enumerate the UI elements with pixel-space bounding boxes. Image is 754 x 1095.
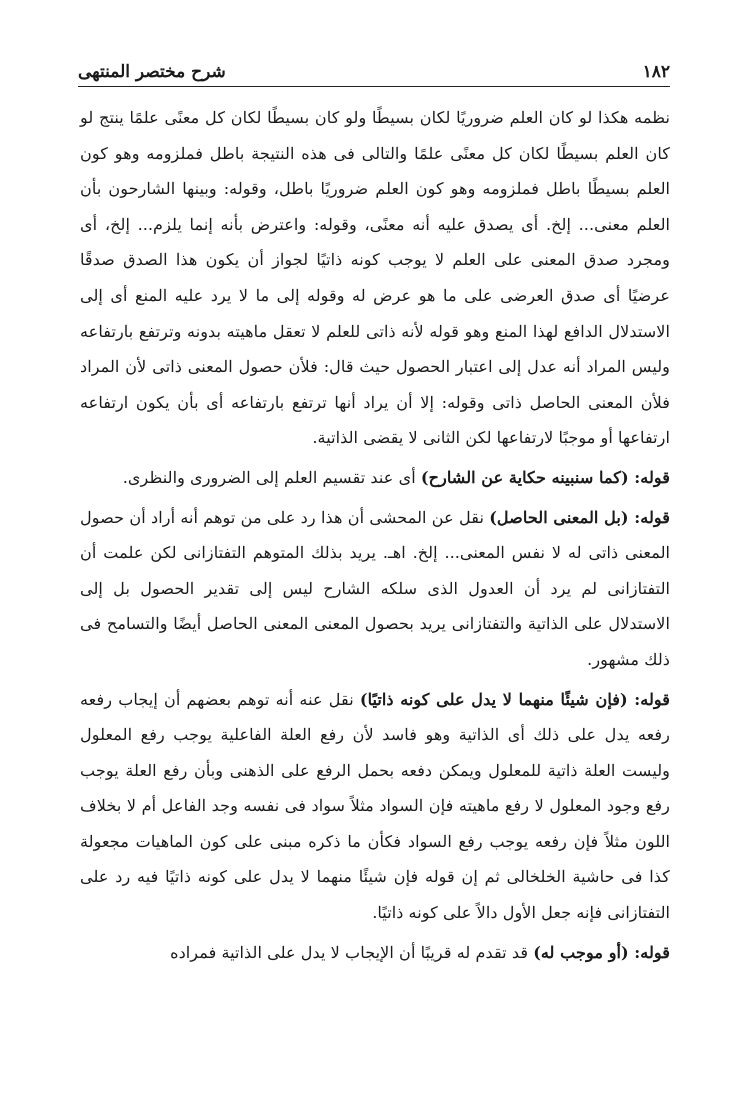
paragraph-4 xyxy=(80,682,670,931)
paragraph-5 xyxy=(80,935,670,971)
lemma-heading: قوله: (فإن شيئًا منهما لا يدل على كونه ذاتيًا) xyxy=(359,689,670,709)
paragraph-1 xyxy=(80,100,670,456)
paragraph-3 xyxy=(80,500,670,678)
paragraph-2 xyxy=(80,460,670,496)
lemma-heading: قوله: (كما سنبينه حكاية عن الشارح) xyxy=(420,467,670,487)
book-title: شرح مختصر المنتهى xyxy=(78,62,226,82)
paragraph-text: نقل عنه أنه توهم بعضهم أن إيجاب رفعه رفعه يدل على ذلك أى الذاتية وهو فاسد لأن رفع العلة الفاعلية يوجب رفع المعلول وليست العلة ذاتية للمعلول ويمكن دفعه بحمل الرفع على الذهنى وبأن رفع العلة يوجب رفع وجود المعلول لا رفع ماهيته فإن السواد مثلاً سواد فى نفسه وجد الفاعل أم لا بخلاف اللون مثلاً فإن رفعه يوجب رفع السواد فكأن ما ذكره مبنى على كون الماهيات مجعولة كذا فى حاشية الخلخالى ثم إن قوله فإن شيئًا منهما لا يدل على كونه ذاتيًا فيه رد على التفتازانى فإنه جعل الأول دالاً على كونه ذاتيًا. xyxy=(80,689,670,923)
page-header xyxy=(78,58,670,87)
paragraph-text: نقل عن المحشى أن هذا رد على من توهم أنه أراد أن حصول المعنى ذاتى له لا نفس المعنى... إلخ. اهـ. يريد بذلك المتوهم التفتازانى لكن علمت أن التفتازانى لم يرد أن العدول الذى سلكه الشارح ليس إلى تقدير الحصول بل إلى الاستدلال على الذاتية والتفتازانى يريد بحصول المعنى المعنى الحاصل أيضًا والتسامح فى ذلك مشهور. xyxy=(80,507,670,669)
paragraph-text: أى عند تقسيم العلم إلى الضرورى والنظرى. xyxy=(122,467,421,487)
page-number: ١٨٢ xyxy=(642,62,670,82)
lemma-heading: قوله: (بل المعنى الحاصل) xyxy=(489,507,670,527)
lemma-heading: قوله: (أو موجب له) xyxy=(533,942,670,962)
paragraph-text: قد تقدم له قريبًا أن الإيجاب لا يدل على الذاتية فمراده xyxy=(170,942,534,962)
paragraph-text: نظمه هكذا لو كان العلم ضروريًا لكان بسيطًا ولو كان بسيطًا لكان كل معنًى علمًا ينتج لو كان العلم بسيطًا لكان كل معنًى علمًا والتالى فى هذه النتيجة باطل فملزومه وهو كون العلم بسيطًا باطل فملزومه وهو كون العلم ضروريًا باطل، وقوله: وبينها الشارحون بأن العلم معنى... إلخ. أى يصدق عليه أنه معنًى، وقوله: واعترض بأنه إنما يلزم... إلخ، أى ومجرد صدق المعنى على العلم لا يوجب كونه ذاتيًا لجواز أن يكون هذا الصدق صدقًا عرضيًا أى صدق العرضى على ما هو عرض له وقوله إلى ما لا يرد عليه المنع أى إلى الاستدلال الدافع لهذا المنع وهو قوله لأنه ذاتى للعلم لا تعقل ماهيته بدونه وترتفع بارتفاعه وليس المراد أنه عدل إلى اعتبار الحصول حيث قال: فلأن حصول المعنى ذاتى لأن المراد فلأن المعنى الحاصل ذاتى وقوله: إلا أن يراد أنها ترتفع بارتفاعه أى بأن يكون ارتفاعه ارتفاعها أو موجبًا لارتفاعها لكن الثانى لا يقضى الذاتية. xyxy=(80,108,670,448)
page-body xyxy=(80,100,670,970)
